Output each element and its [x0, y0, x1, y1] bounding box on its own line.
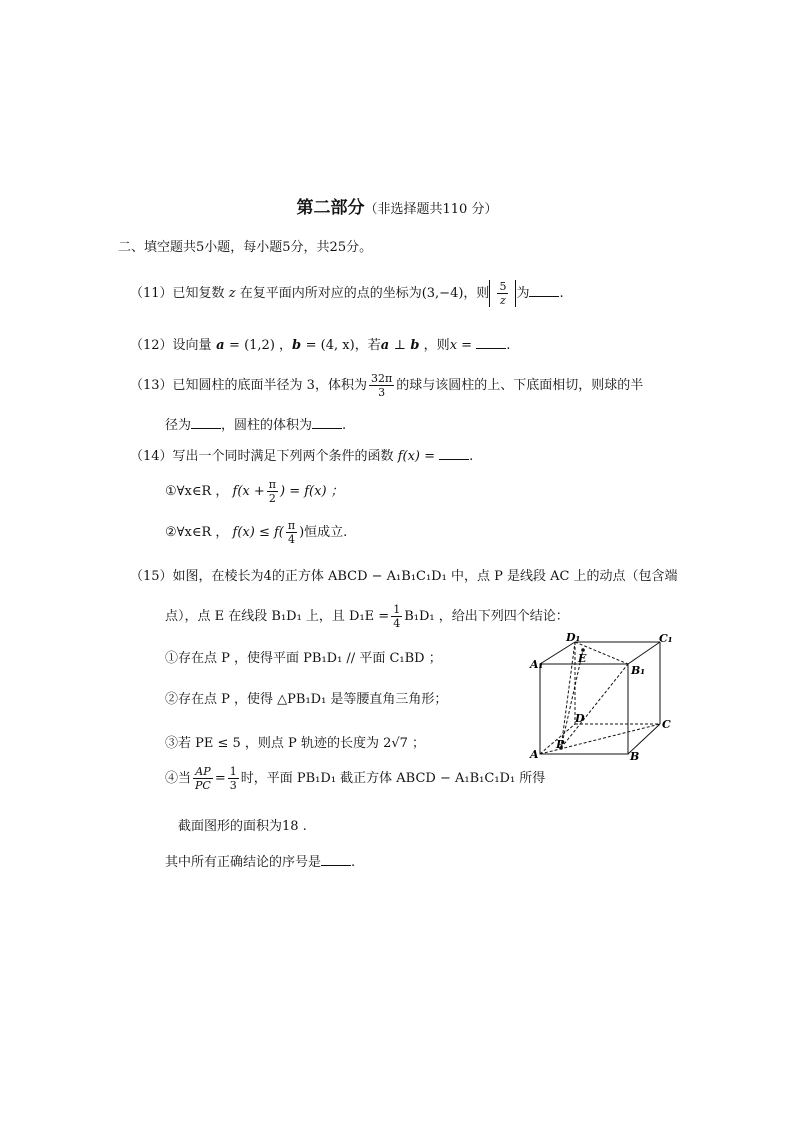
fraction-denominator: 4 [393, 617, 401, 630]
fraction-numerator: 1 [393, 603, 401, 616]
cube-figure [528, 632, 678, 764]
condition-text: f(x + [232, 484, 265, 499]
period: . [469, 449, 474, 464]
question-text: B₁D₁ ，给出下列四个结论： [404, 609, 569, 624]
question-14 [130, 445, 473, 464]
question-11: （11）已知复数 z 在复平面内所对应的点的坐标为(3,−4)，则 $\frac{5}{z}$ 为 . [130, 280, 564, 307]
final-question [165, 851, 355, 870]
condition-1 [165, 478, 344, 505]
label-d1: D₁ [566, 632, 581, 644]
question-13 [130, 372, 643, 399]
answer-blank[interactable] [191, 416, 221, 429]
question-text: 为 [516, 286, 530, 301]
conclusion-1: ①存在点 P ，使得平面 PB₁D₁ // 平面 C₁BD ； [165, 651, 442, 666]
x-equals: x = [449, 338, 473, 353]
label-b1: B₁ [631, 664, 646, 677]
question-text: 如图，在棱长为4的正方体 ABCD − A₁B₁C₁D₁ 中，点 P 是线段 AC 上的动点（包含端 [172, 569, 678, 584]
question-text: 设向量 [172, 338, 212, 353]
label-d: D [575, 712, 585, 725]
question-text: 已知复数 [172, 286, 225, 301]
condition-text: ①∀x∈R ， [165, 484, 229, 499]
title-subtitle: （非选择题共110 分） [364, 202, 498, 217]
question-text: 已知圆柱的底面半径为 3，体积为 [172, 378, 367, 393]
point-coordinate: (3,−4) [421, 286, 464, 301]
perp-symbol: ⊥ [393, 338, 406, 353]
question-text: 的球与该圆柱的上、下底面相切，则球的半 [396, 378, 644, 393]
hidden-line-pb1 [561, 664, 628, 748]
label-a1: A₁ [530, 658, 544, 671]
label-p: P [556, 738, 565, 751]
fraction-denominator: 3 [378, 386, 386, 399]
cube-front-face [540, 664, 628, 754]
period: . [559, 286, 564, 301]
answer-blank[interactable] [439, 447, 469, 460]
condition-text: ) = f(x) ； [280, 484, 344, 499]
question-13-line2 [165, 414, 346, 433]
question-15 [130, 565, 678, 584]
cube-edge-b1c1 [628, 642, 660, 664]
question-text: 点），点 E 在线段 B₁D₁ 上，且 D₁E = [165, 609, 390, 624]
fraction-denominator: 4 [287, 533, 295, 546]
answer-blank[interactable] [529, 284, 559, 297]
label-e: E [578, 652, 587, 665]
question-text: ，若 [354, 338, 381, 353]
fraction-numerator: 5 [499, 280, 507, 293]
period: . [342, 418, 347, 433]
fraction-denominator: z [500, 294, 506, 307]
condition-text: )恒成立. [299, 525, 348, 540]
question-number: （13） [130, 378, 173, 393]
label-a: A [530, 748, 539, 761]
answer-blank[interactable] [476, 336, 506, 349]
condition-text: f(x) ≤ f( [232, 525, 284, 540]
conclusion-4 [165, 765, 545, 792]
fraction-numerator: 1 [229, 765, 237, 778]
absolute-value [489, 280, 516, 307]
vector-a: = (1,2) [229, 338, 275, 353]
label-c1: C₁ [659, 632, 673, 645]
fraction-numerator: π [287, 519, 296, 532]
period: . [351, 855, 356, 870]
period: . [506, 338, 511, 353]
conclusion-text: 时，平面 PB₁D₁ 截正方体 ABCD − A₁B₁C₁D₁ 所得 [240, 771, 546, 786]
fraction-numerator: 32π [370, 372, 393, 385]
fraction-denominator: 2 [268, 492, 276, 505]
question-text: 径为 [165, 418, 192, 433]
fraction-numerator: AP [195, 765, 211, 778]
answer-blank[interactable] [312, 416, 342, 429]
fraction-denominator: PC [195, 779, 211, 792]
conclusion-3: ③若 PE ≤ 5 ，则点 P 轨迹的长度为 2√7 ； [165, 736, 426, 751]
title-main: 第二部分 [296, 198, 365, 218]
question-number: （11） [130, 286, 173, 301]
hidden-line-pd1 [561, 642, 575, 748]
function-fx: f(x) = [397, 449, 436, 464]
question-text: 在复平面内所对应的点的坐标为 [239, 286, 422, 301]
question-15-line2 [165, 603, 569, 630]
question-number: （14） [130, 449, 173, 464]
cube-edge-a1d1 [540, 642, 575, 664]
conclusion-text: ④当 [165, 771, 192, 786]
conclusion-2: ②存在点 P ，使得 △PB₁D₁ 是等腰直角三角形； [165, 692, 448, 707]
question-number: （12） [130, 338, 173, 353]
fraction-numerator: π [268, 478, 277, 491]
question-text: ，圆柱的体积为 [221, 418, 313, 433]
fraction-denominator: 3 [229, 779, 237, 792]
section-header: 二、填空题共5小题，每小题5分，共25分。 [118, 240, 373, 255]
question-text: 写出一个同时满足下列两个条件的函数 [172, 449, 394, 464]
question-number: （15） [130, 569, 173, 584]
equals-sign: = [214, 771, 226, 786]
label-b: B [630, 750, 640, 763]
answer-blank[interactable] [321, 853, 351, 866]
vector-b: = (4, x) [305, 338, 355, 353]
question-12: （12）设向量 a = (1,2) ，b = (4, x)，若a ⊥ b ，则x = . [130, 338, 511, 353]
condition-text: ②∀x∈R ， [165, 525, 229, 540]
question-text: 其中所有正确结论的序号是 [165, 855, 322, 870]
label-c: C [662, 718, 671, 731]
question-text: ，则 [463, 286, 490, 301]
conclusion-4-line2: 截面图形的面积为18 . [178, 819, 307, 834]
condition-2 [165, 519, 347, 546]
question-text: ，则 [423, 338, 450, 353]
page-title [0, 193, 794, 218]
